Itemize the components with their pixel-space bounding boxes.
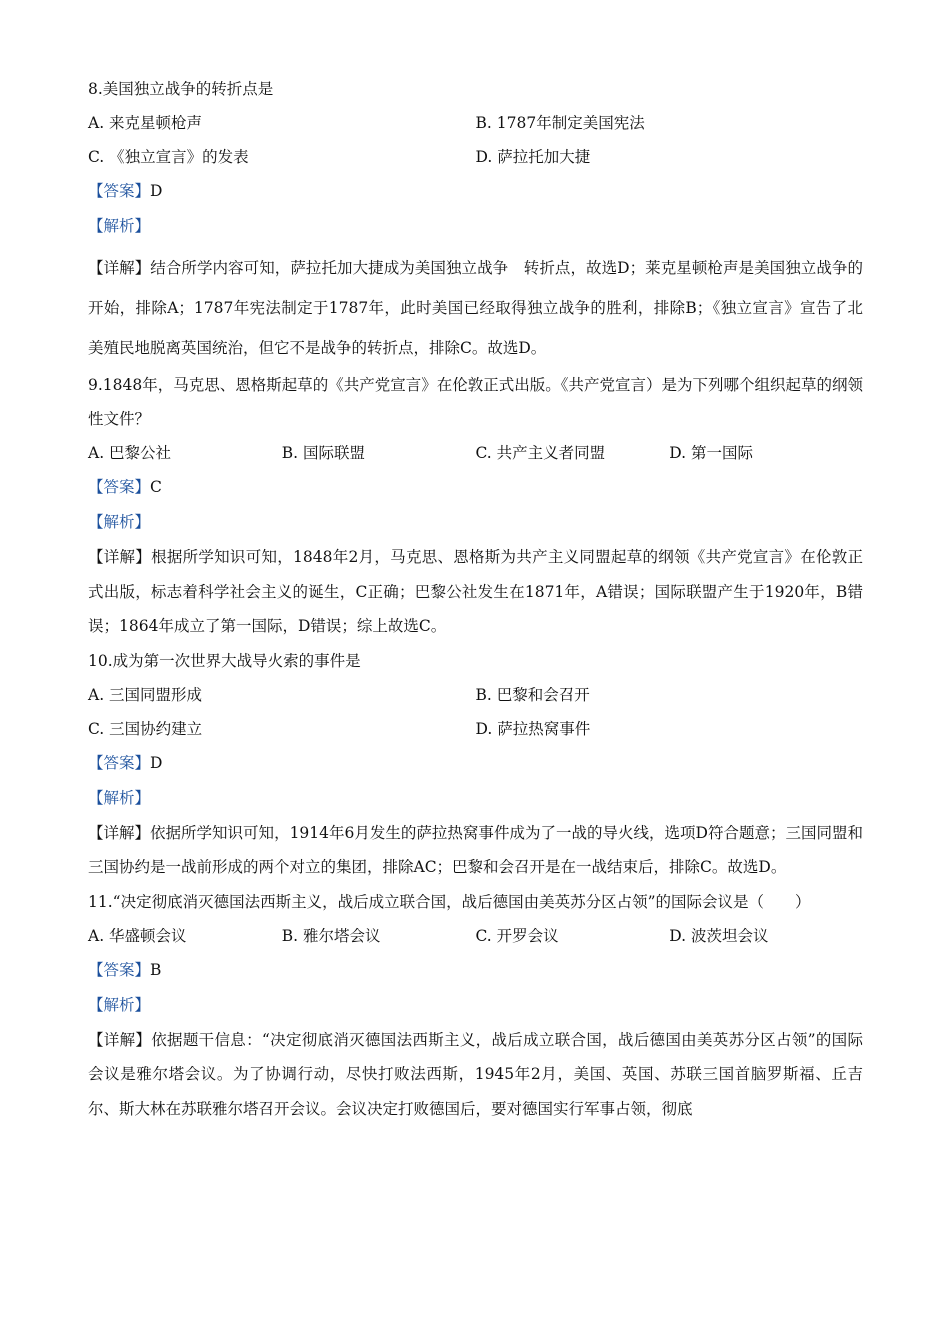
answer-value: C: [150, 478, 162, 496]
option-c: C. 开罗会议: [475, 926, 559, 945]
question-stem: 11.“决定彻底消灭德国法西斯主义，战后成立联合国，战后德国由美英苏分区占领”的国际会议是（ ）: [88, 892, 811, 911]
answer-line: [88, 470, 863, 505]
question-11: [88, 885, 863, 1127]
option-a: A. 华盛顿会议: [88, 926, 187, 945]
option-c: C. 《独立宣言》的发表: [88, 148, 249, 166]
detail-text: 【详解】根据所学知识可知，1848年2月，马克思、恩格斯为共产主义同盟起草的纲领《共产党宣言》在伦敦正式出版，标志着科学社会主义的诞生，C正确；巴黎公社发生在1871年，A错误；国际联盟产生于1920年，B错误；1864年成立了第一国际，D错误；综上故选C。: [88, 548, 863, 635]
detail-text: 【详解】依据题干信息：“决定彻底消灭德国法西斯主义，战后成立联合国，战后德国由美英苏分区占领”的国际会议是雅尔塔会议。为了协调行动，尽快打败法西斯，1945年2月，美国、英国、苏联三国首脑罗斯福、丘吉尔、斯大林在苏联雅尔塔召开会议。会议决定打败德国后，要对德国实行军事占领，彻底: [88, 1030, 863, 1118]
answer-label: 【答案】: [88, 753, 151, 772]
option-a: A. 巴黎公社: [88, 444, 172, 462]
option-b: B. 巴黎和会召开: [475, 685, 590, 704]
detail-text: 【详解】结合所学内容可知，萨拉托加大捷成为美国独立战争 转折点，故选D；莱克星顿枪声是美国独立战争的开始，排除A；1787年宪法制定于1787年，此时美国已经取得独立战争的胜利，排除B；《独立宣言》宣告了北美殖民地脱离英国统治，但它不是战争的转折点，排除C。故选D。: [88, 259, 863, 357]
option-row: [88, 678, 863, 712]
answer-value: D: [150, 182, 163, 200]
analysis-label: 【解析】: [88, 788, 151, 807]
answer-label: 【答案】: [88, 182, 151, 200]
answer-line: [88, 746, 863, 781]
question-10: [88, 644, 863, 885]
question-stem: 10.成为第一次世界大战导火索的事件是: [88, 651, 361, 670]
question-stem: 9.1848年，马克思、恩格斯起草的《共产党宣言》在伦敦正式出版。《共产党宣言）是为下列哪个组织起草的纲领性文件？: [88, 376, 863, 428]
option-row: [88, 106, 863, 140]
question-9: [88, 368, 863, 644]
analysis-label: 【解析】: [88, 513, 151, 531]
option-d: D. 萨拉托加大捷: [475, 148, 591, 166]
option-a: A. 来克星顿枪声: [88, 114, 203, 132]
option-b: B. 国际联盟: [281, 444, 365, 462]
option-row: [88, 919, 863, 953]
analysis-label: 【解析】: [88, 995, 151, 1014]
option-d: D. 第一国际: [669, 444, 753, 462]
option-c: C. 三国协约建立: [88, 719, 203, 738]
answer-value: D: [150, 753, 163, 772]
detail-text: 【详解】依据所学知识可知，1914年6月发生的萨拉热窝事件成为了一战的导火线，选项D符合题意；三国同盟和三国协约是一战前形成的两个对立的集团，排除AC；巴黎和会召开是在一战结束后，排除C。故选D。: [88, 823, 863, 876]
answer-value: B: [150, 960, 162, 979]
option-d: D. 波茨坦会议: [669, 926, 769, 945]
question-8: [88, 72, 863, 368]
option-row: [88, 140, 863, 174]
option-row: [88, 712, 863, 746]
option-b: B. 雅尔塔会议: [281, 926, 381, 945]
option-a: A. 三国同盟形成: [88, 685, 203, 704]
answer-label: 【答案】: [88, 960, 151, 979]
answer-line: [88, 953, 863, 988]
option-c: C. 共产主义者同盟: [475, 444, 606, 462]
document-page: [88, 72, 863, 1126]
answer-line: [88, 174, 863, 209]
option-b: B. 1787年制定美国宪法: [475, 114, 645, 132]
analysis-label: 【解析】: [88, 217, 151, 235]
option-row: [88, 436, 863, 470]
option-d: D. 萨拉热窝事件: [475, 719, 591, 738]
answer-label: 【答案】: [88, 478, 151, 496]
question-stem: 8.美国独立战争的转折点是: [88, 80, 274, 98]
